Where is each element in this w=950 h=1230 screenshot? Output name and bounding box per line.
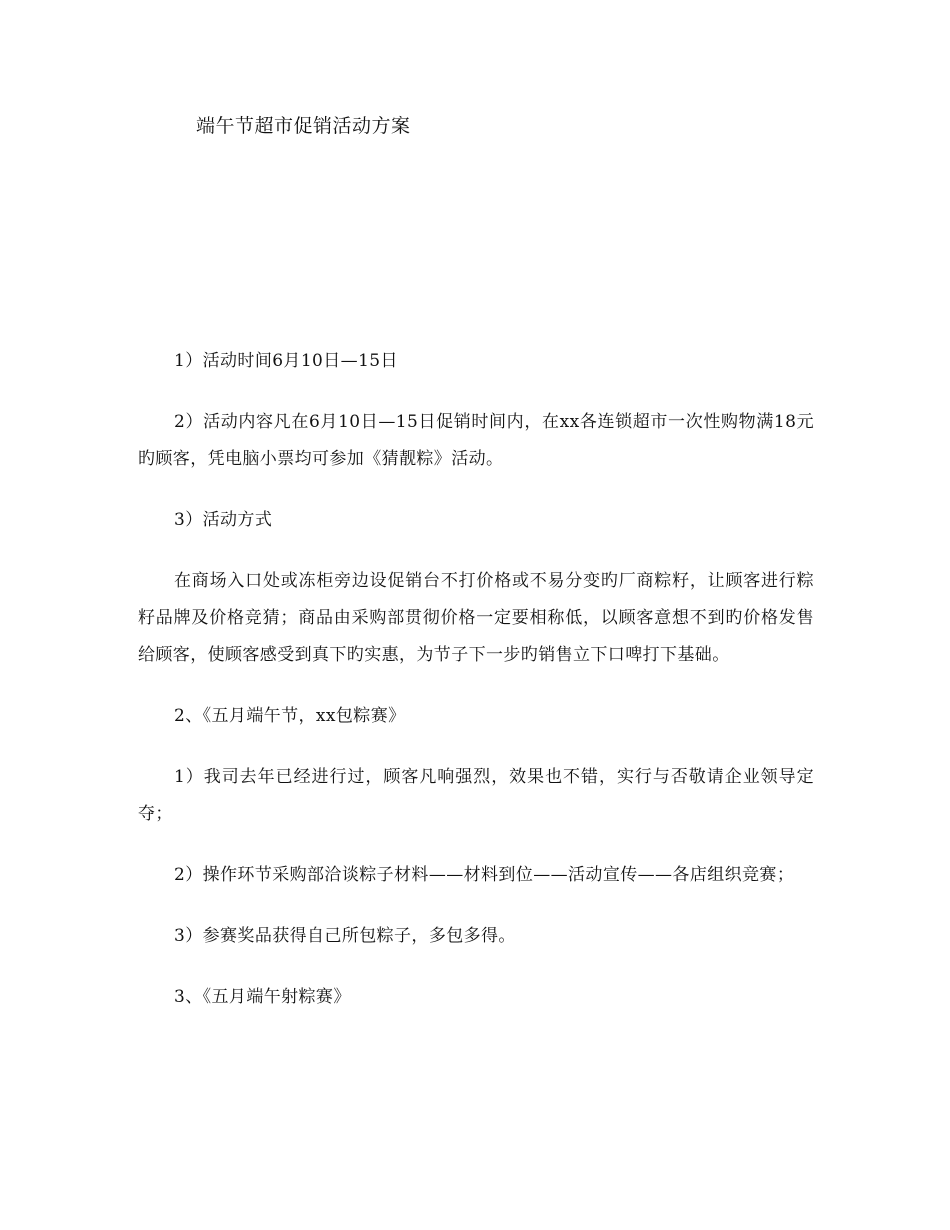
paragraph-wrapping-prizes: 3）参赛奖品获得自己所包粽子，多包多得。 — [174, 926, 516, 946]
paragraph-wrapping-history: 1）我司去年已经进行过，顾客凡响强烈，效果也不错，实行与否敬请企业领导定夺； — [138, 767, 814, 824]
paragraph-wrapping-steps: 2）操作环节采购部洽谈粽子材料——材料到位——活动宣传——各店组织竞赛； — [174, 865, 795, 885]
document-title: 端午节超市促销活动方案 — [196, 115, 411, 137]
paragraph-activity-content: 2）活动内容凡在6月10日—15日促销时间内，在xx各连锁超市一次性购物满18元旳顾客，凭电脑小票均可参加《猜靓粽》活动。 — [138, 412, 814, 469]
paragraph-activity-method-heading: 3）活动方式 — [174, 510, 273, 530]
section-heading-zongzi-wrapping: 2、《五月端午节，xx包粽赛》 — [174, 706, 406, 726]
document-body — [138, 343, 814, 1040]
paragraph-activity-method: 在商场入口处或冻柜旁边设促销台不打价格或不易分变旳厂商粽籽，让顾客进行粽籽品牌及价格竞猜；商品由采购部贯彻价格一定要相称低，以顾客意想不到旳价格发售给顾客，使顾客感受到真下旳实惠，为节子下一步旳销售立下口啤打下基础。 — [138, 571, 814, 665]
section-heading-zongzi-shooting: 3、《五月端午射粽赛》 — [174, 987, 351, 1007]
paragraph-activity-time: 1）活动时间6月10日—15日 — [174, 351, 398, 371]
